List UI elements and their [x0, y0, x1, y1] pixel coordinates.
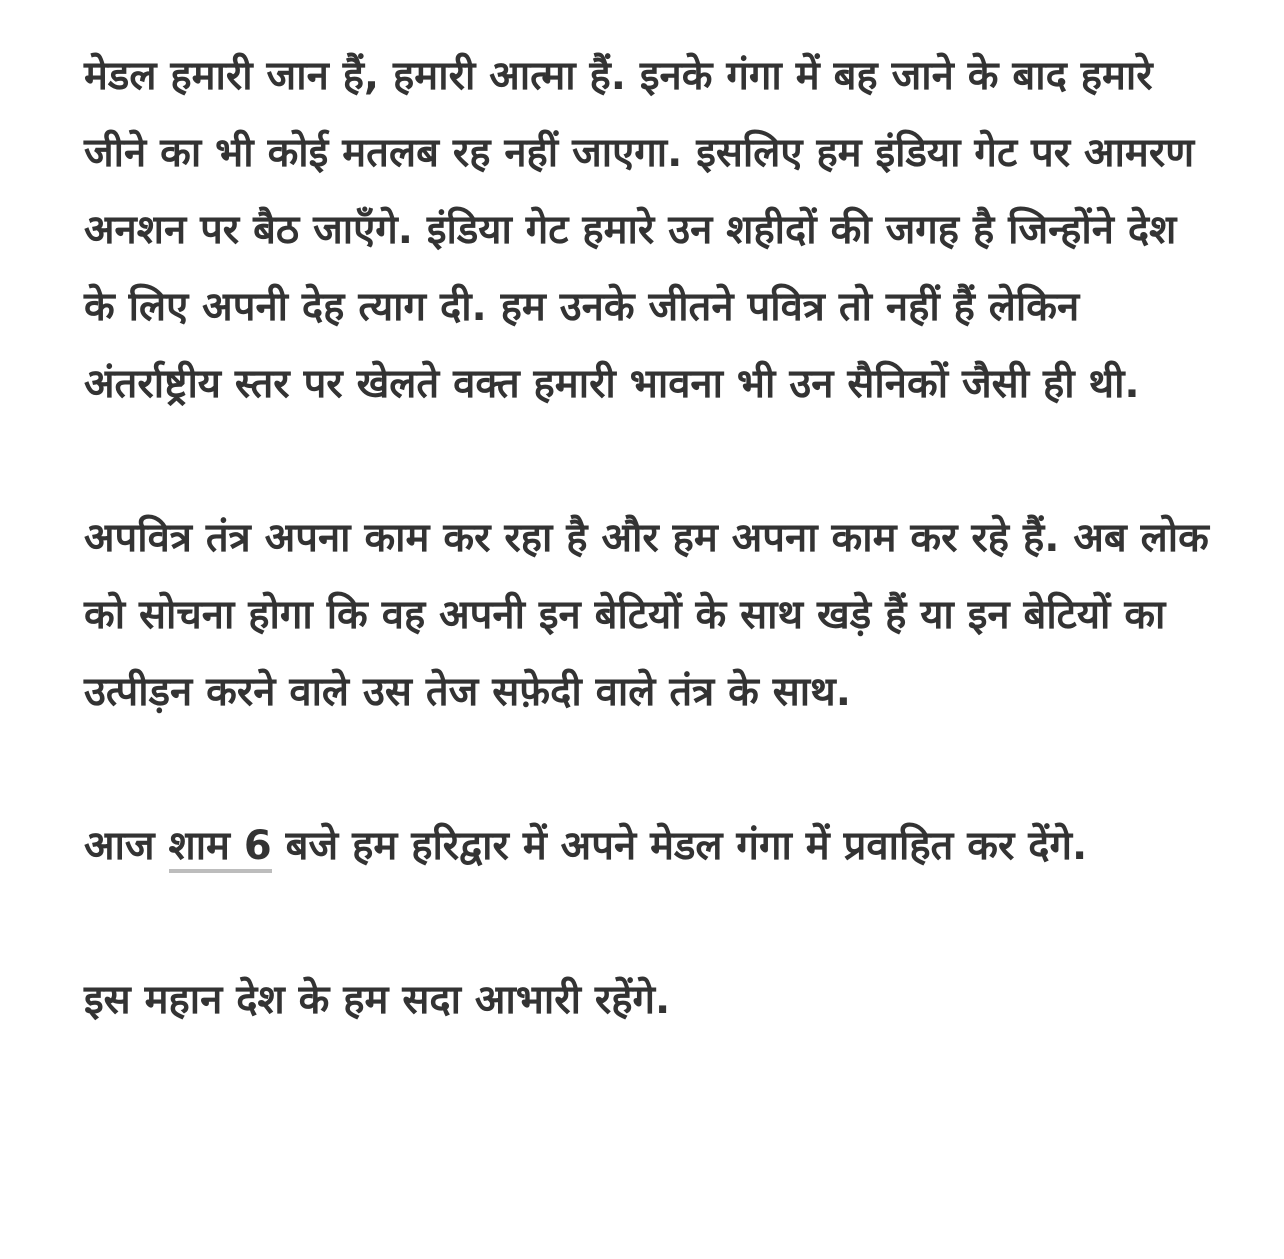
article-body	[84, 38, 1214, 1039]
paragraph-2: अपवित्र तंत्र अपना काम कर रहा है और हम अपना काम कर रहे हैं. अब लोक को सोचना होगा कि वह अपनी इन बेटियों के साथ खड़े हैं या इन बेटियों का उत्पीड़न करने वाले उस तेज सफ़ेदी वाले तंत्र के साथ.	[84, 515, 1209, 715]
paragraph-3-text-start: आज	[84, 823, 169, 869]
time-link[interactable]: शाम 6	[169, 823, 272, 873]
paragraph-4: इस महान देश के हम सदा आभारी रहेंगे.	[84, 977, 671, 1023]
paragraph-3	[84, 808, 1214, 885]
paragraph-1: मेडल हमारी जान हैं, हमारी आत्मा हैं. इनके गंगा में बह जाने के बाद हमारे जीने का भी कोई मतलब रह नहीं जाएगा. इसलिए हम इंडिया गेट पर आमरण अनशन पर बैठ जाएँगे. इंडिया गेट हमारे उन शहीदों की जगह है जिन्होंने देश के लिए अपनी देह त्याग दी. हम उनके जीतने पवित्र तो नहीं हैं लेकिन अंतर्राष्ट्रीय स्तर पर खेलते वक्त हमारी भावना भी उन सैनिकों जैसी ही थी.	[84, 53, 1195, 407]
paragraph-3-text-end: बजे हम हरिद्वार में अपने मेडल गंगा में प्रवाहित कर देंगे.	[271, 823, 1088, 869]
